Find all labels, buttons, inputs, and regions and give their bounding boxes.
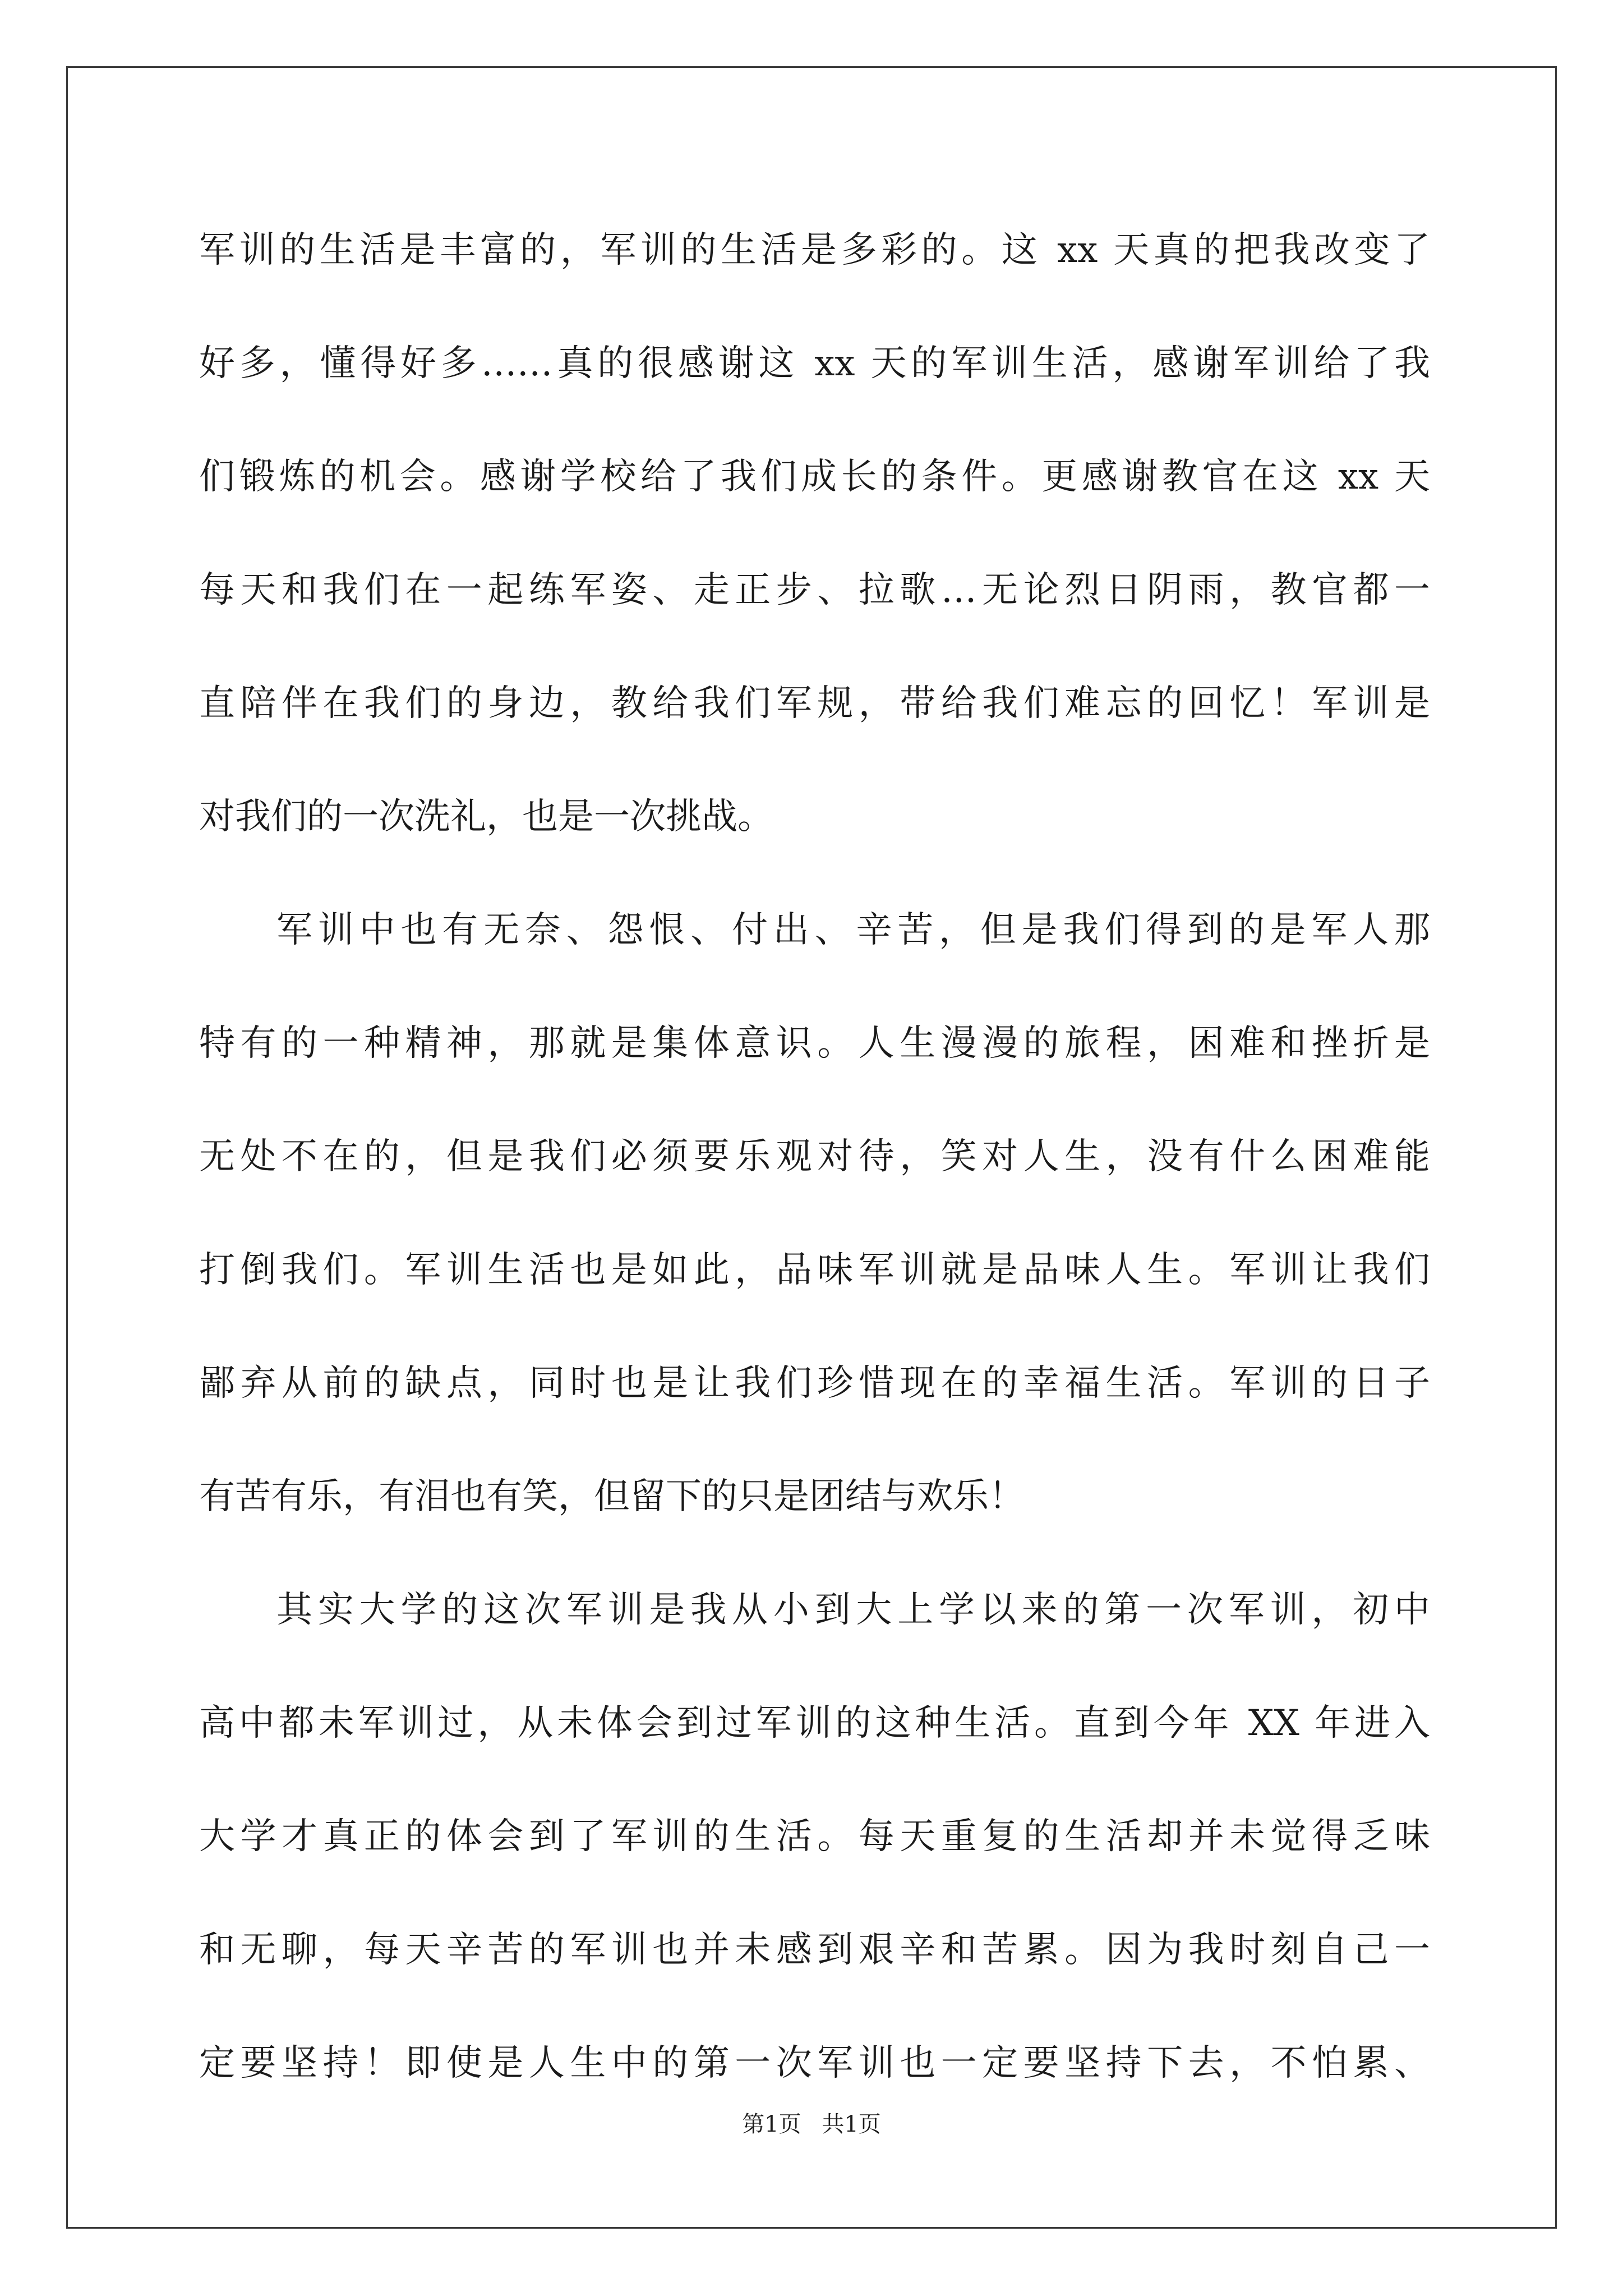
- paragraph-1-line-4: 每天和我们在一起练军姿、走正步、拉歌…无论烈日阴雨，教官都一: [199, 569, 1430, 611]
- page-footer: [0, 2106, 1623, 2138]
- paragraph-3-line-5: 定要坚持！即使是人生中的第一次军训也一定要坚持下去，不怕累、: [199, 2042, 1430, 2084]
- page-number-total: 共1页: [822, 2111, 881, 2137]
- paragraph-1-line-5: 直陪伴在我们的身边，教给我们军规，带给我们难忘的回忆！军训是: [199, 683, 1430, 724]
- paragraph-2-line-5: 鄙弃从前的缺点，同时也是让我们珍惜现在的幸福生活。军训的日子: [199, 1363, 1430, 1404]
- paragraph-3-line-4: 和无聊，每天辛苦的军训也并未感到艰辛和苦累。因为我时刻自己一: [199, 1929, 1430, 1971]
- paragraph-3-line-2: 高中都未军训过，从未体会到过军训的这种生活。直到今年 XX 年进入: [199, 1703, 1430, 1744]
- paragraph-3-line-1: 其实大学的这次军训是我从小到大上学以来的第一次军训，初中: [276, 1589, 1430, 1631]
- paragraph-3-line-3: 大学才真正的体会到了军训的生活。每天重复的生活却并未觉得乏味: [199, 1816, 1430, 1857]
- paragraph-2-line-2: 特有的一种精神，那就是集体意识。人生漫漫的旅程，困难和挫折是: [199, 1023, 1430, 1064]
- paragraph-2-line-3: 无处不在的，但是我们必须要乐观对待，笑对人生，没有什么困难能: [199, 1136, 1430, 1177]
- paragraph-1-line-6: 对我们的一次洗礼，也是一次挑战。: [199, 796, 773, 838]
- paragraph-2-line-6: 有苦有乐，有泪也有笑，但留下的只是团结与欢乐！: [199, 1476, 1025, 1517]
- paragraph-2-line-1: 军训中也有无奈、怨恨、付出、辛苦，但是我们得到的是军人那: [276, 909, 1430, 951]
- document-body: [199, 194, 1430, 2120]
- paragraph-1-line-1: 军训的生活是丰富的，军训的生活是多彩的。这 xx 天真的把我改变了: [199, 229, 1430, 271]
- paragraph-2-line-4: 打倒我们。军训生活也是如此，品味军训就是品味人生。军训让我们: [199, 1249, 1430, 1291]
- paragraph-1-line-2: 好多，懂得好多……真的很感谢这 xx 天的军训生活，感谢军训给了我: [199, 343, 1430, 384]
- paragraph-1-line-3: 们锻炼的机会。感谢学校给了我们成长的条件。更感谢教官在这 xx 天: [199, 456, 1430, 498]
- page-number-current: 第1页: [742, 2111, 801, 2137]
